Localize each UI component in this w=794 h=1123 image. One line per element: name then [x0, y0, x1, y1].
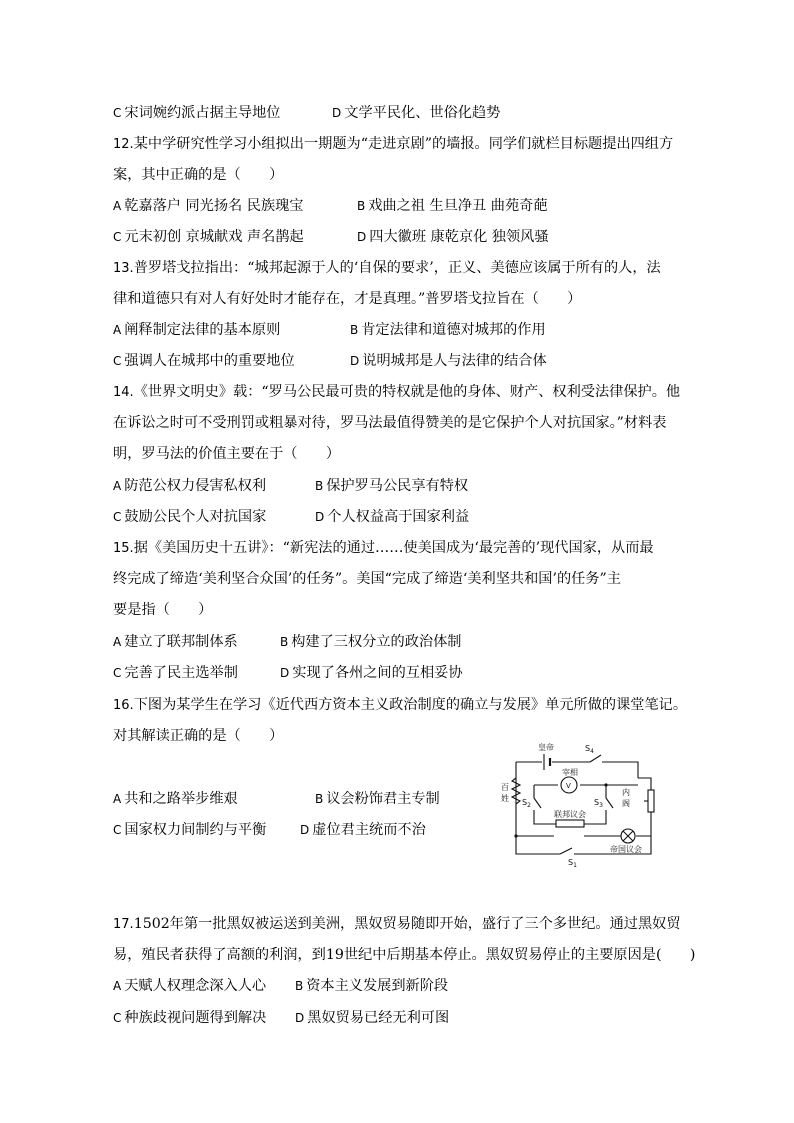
option-text: 国家权力间制约与平衡 [124, 822, 267, 838]
question-text: 《世界文明史》载：“罗马公民最可贵的特权就是他的身体、财产、权利受法律保护。他 [133, 384, 681, 400]
label-s4 [585, 744, 594, 755]
q12-stem-line1 [113, 134, 673, 155]
wire-top-right [602, 762, 638, 778]
wire-rheostat-top [638, 778, 651, 790]
q15-stem-line1 [113, 538, 654, 559]
q16-option-d [300, 820, 426, 840]
q15-stem-line2: 终完成了缔造‘美利坚合众国’的任务”。美国“完成了缔造‘美利坚共和国’的任务”主 [113, 571, 621, 587]
label-s1-sub: 1 [573, 862, 577, 869]
label-s4-letter: S [585, 744, 591, 753]
option-letter: D [332, 106, 342, 120]
switch-s3 [606, 798, 613, 808]
option-letter: B [357, 199, 366, 213]
option-text: 阐释制定法律的基本原则 [124, 322, 281, 338]
option-letter: B [350, 323, 359, 337]
switch-s4 [590, 755, 601, 762]
label-emperor: 皇帝 [538, 743, 554, 752]
question-text: 普罗塔戈拉指出：“城邦起源于人的‘自保的要求’，正义、美德应该属于所有的人，法 [133, 260, 661, 276]
q14-option-c [113, 507, 266, 527]
q14-option-d [315, 507, 469, 527]
q16-stem-line1 [113, 695, 687, 716]
q13-option-d [350, 351, 547, 371]
option-letter: C [113, 1011, 122, 1025]
question-number: 15. [113, 541, 134, 556]
option-text: 资本主义发展到新阶段 [306, 978, 449, 994]
q12-option-b [357, 196, 548, 216]
option-text: 鼓励公民个人对抗国家 [124, 509, 267, 525]
q12-option-a [113, 196, 304, 216]
label-reichstag: 帝国议会 [610, 845, 642, 854]
option-text: 实现了各州之间的互相妥协 [292, 665, 463, 681]
q13-option-c [113, 351, 295, 371]
option-letter: B [280, 635, 289, 649]
switch-s2 [534, 798, 541, 808]
label-cabinet-1: 内 [622, 788, 630, 797]
q16-option-a [113, 789, 238, 809]
option-letter: D [350, 354, 360, 368]
q14-option-a [113, 476, 266, 496]
option-letter: A [113, 323, 122, 337]
option-text: 天赋人权理念深入人心 [124, 978, 267, 994]
option-text: 强调人在城邦中的重要地位 [124, 353, 295, 369]
option-letter: C [113, 106, 122, 120]
option-text: 说明城邦是人与法律的结合体 [362, 353, 547, 369]
option-text: 完善了民主选举制 [124, 665, 238, 681]
label-s2 [522, 798, 531, 809]
question-text: 1502年第一批黑奴被运送到美洲，黑奴贸易随即开始，盛行了三个多世纪。通过黑奴贸 [133, 916, 681, 932]
wire-bottom-left [516, 836, 560, 854]
option-text: 议会粉饰君主专制 [326, 791, 440, 807]
option-letter: A [113, 479, 122, 493]
question-text: 某中学研究性学习小组拟出一期题为“走进京剧”的墙报。同学们就栏目标题提出四组方 [133, 136, 674, 152]
q15-option-b [280, 632, 462, 652]
label-s1-letter: S [568, 858, 574, 867]
junction-dot [514, 834, 517, 837]
option-letter: D [295, 1011, 305, 1025]
question-number: 13. [113, 261, 134, 276]
q13-stem-line2: 律和道德只有对人有好处时才能存在，才是真理。”普罗塔戈拉旨在（ ） [113, 291, 582, 307]
q13-stem-line1 [113, 258, 661, 279]
q14-stem-line3: 明，罗马法的价值主要在于（ ） [113, 446, 341, 462]
q14-option-b [315, 476, 468, 496]
option-letter: D [357, 230, 367, 244]
option-text: 元末初创 京城献戏 声名鹊起 [124, 229, 304, 245]
rheostat-cabinet [648, 790, 654, 812]
q11-option-c [113, 103, 280, 123]
option-text: 文学平民化、世俗化趋势 [344, 105, 501, 121]
option-text: 戏曲之祖 生旦净丑 曲苑奇葩 [368, 198, 548, 214]
q12-stem-line2: 案，其中正确的是（ ） [113, 167, 284, 183]
option-letter: A [113, 199, 122, 213]
q12-option-d [357, 227, 549, 247]
wire-rheostat-bottom [636, 812, 651, 836]
q17-stem-line1 [113, 914, 681, 935]
label-bundesrat: 联邦议会 [554, 810, 586, 819]
label-people-1: 百 [501, 783, 509, 792]
q14-stem-line2: 在诉讼之时可不受刑罚或粗暴对待，罗马法最值得赞美的是它保护个人对抗国家。”材料表 [113, 415, 667, 431]
option-text: 四大徽班 康乾京化 独领风骚 [369, 229, 549, 245]
q11-option-d [332, 103, 500, 123]
circuit-diagram [498, 738, 670, 870]
option-letter: D [280, 666, 290, 680]
label-cabinet-2: 阁 [622, 799, 630, 808]
option-text: 建立了联邦制体系 [124, 634, 238, 650]
option-letter: A [113, 979, 122, 993]
option-text: 肯定法律和道德对城邦的作用 [361, 322, 546, 338]
q15-option-c [113, 663, 238, 683]
label-chancellor: 宰相 [562, 768, 578, 777]
resistor-bundesrat [556, 820, 584, 827]
option-text: 宋词婉约派占据主导地位 [124, 105, 281, 121]
junction-dot [604, 783, 607, 786]
label-s3-sub: 3 [599, 802, 603, 809]
option-text: 黑奴贸易已经无利可图 [307, 1010, 450, 1026]
q15-option-d [280, 663, 463, 683]
option-text: 种族歧视问题得到解决 [124, 1010, 267, 1026]
label-people-2: 姓 [501, 794, 509, 803]
option-text: 个人权益高于国家利益 [327, 509, 470, 525]
label-s3 [594, 798, 603, 809]
option-text: 虚位君主统而不治 [312, 822, 426, 838]
q16-option-b [315, 789, 440, 809]
label-s3-letter: S [594, 798, 600, 807]
question-number: 14. [113, 385, 134, 400]
question-text: 据《美国历史十五讲》：“新宪法的通过……使美国成为‘最完善的’现代国家，从而最 [133, 540, 654, 556]
q15-option-a [113, 632, 238, 652]
q17-option-d [295, 1008, 449, 1028]
q13-option-b [350, 320, 546, 340]
q15-stem-line3: 要是指（ ） [113, 602, 213, 618]
label-meter: V [566, 782, 571, 790]
label-s1 [568, 858, 577, 869]
q17-option-b [295, 976, 448, 996]
option-letter: B [315, 792, 324, 806]
option-letter: D [315, 510, 325, 524]
q17-stem-line2: 易，殖民者获得了高额的利润，到19世纪中后期基本停止。黑奴贸易停止的主要原因是( ) [113, 947, 696, 963]
option-letter: B [315, 479, 324, 493]
question-number: 12. [113, 137, 134, 152]
label-s4-sub: 4 [590, 748, 594, 755]
option-letter: C [113, 230, 122, 244]
q16-option-c [113, 820, 266, 840]
label-s2-sub: 2 [527, 802, 531, 809]
q14-stem-line1 [113, 382, 680, 403]
switch-s1 [560, 848, 572, 854]
option-letter: C [113, 354, 122, 368]
option-letter: D [300, 823, 310, 837]
option-letter: A [113, 792, 122, 806]
option-text: 乾嘉落户 同光扬名 民族瑰宝 [124, 198, 304, 214]
q16-stem-line2: 对其解读正确的是（ ） [113, 728, 284, 744]
option-letter: C [113, 510, 122, 524]
option-text: 构建了三权分立的政治体制 [291, 634, 462, 650]
option-letter: B [295, 979, 304, 993]
question-text: 下图为某学生在学习《近代西方资本主义政治制度的确立与发展》单元所做的课堂笔记。 [133, 697, 688, 713]
wire-s3-bottom [584, 810, 606, 824]
wire-s2-bottom [534, 810, 556, 824]
q17-option-a [113, 976, 266, 996]
label-s2-letter: S [522, 798, 528, 807]
option-letter: A [113, 635, 122, 649]
option-text: 共和之路举步维艰 [124, 791, 238, 807]
option-letter: C [113, 666, 122, 680]
q17-option-c [113, 1008, 266, 1028]
option-text: 防范公权力侵害私权利 [124, 478, 267, 494]
question-number: 17. [113, 917, 134, 932]
question-number: 16. [113, 698, 134, 713]
q13-option-a [113, 320, 280, 340]
option-text: 保护罗马公民享有特权 [326, 478, 469, 494]
q12-option-c [113, 227, 304, 247]
option-letter: C [113, 823, 122, 837]
